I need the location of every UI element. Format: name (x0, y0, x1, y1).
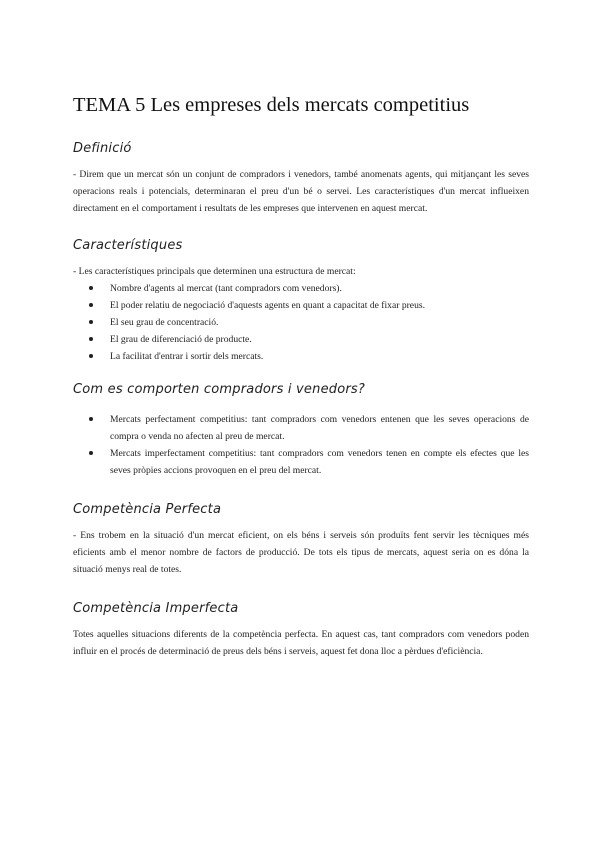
caracteristiques-list (73, 280, 529, 365)
bullet-icon (89, 417, 93, 421)
bullet-icon (89, 286, 93, 290)
section-definicio (73, 140, 529, 217)
list-item-text: Mercats imperfectament competitius: tant compradors com venedors tenen en compte els efectes que les seves pròpies accions provoquen en el preu del mercat. (110, 448, 529, 476)
list-item (89, 411, 529, 445)
section-heading-caracteristiques: Característiques (73, 238, 183, 253)
list-item (89, 280, 529, 297)
comportament-list (73, 411, 529, 479)
list-item-text: Mercats perfectament competitius: tant compradors com venedors entenen que les seves operacions de compra o venda no afecten al preu de mercat. (110, 414, 529, 442)
document-page (73, 92, 529, 678)
list-item-text: El grau de diferenciació de producte. (110, 334, 252, 345)
list-item-text: El poder relatiu de negociació d'aquests agents en quant a capacitat de fixar preus. (110, 300, 425, 311)
list-item-text: El seu grau de concentració. (110, 317, 219, 328)
bullet-icon (89, 354, 93, 358)
bullet-icon (89, 303, 93, 307)
section-competencia-perfecta (73, 501, 529, 578)
list-item-text: Nombre d'agents al mercat (tant compradors com venedors). (110, 283, 342, 294)
section-heading-imperfecta: Competència Imperfecta (73, 601, 239, 616)
list-item (89, 348, 529, 365)
definicio-paragraph: - Direm que un mercat són un conjunt de compradors i venedors, també anomenats agents, qui mitjançant les seves operacions reals i potencials, determinaran el preu d'un bé o servei. Les característiques d'un mercat influeixen directament en el comportament i resultats de les empreses que intervenen en aquest mercat. (73, 169, 529, 214)
perfecta-paragraph: - Ens trobem en la situació d'un mercat eficient, on els béns i serveis són produïts fent servir les tècniques més eficients amb el menor nombre de factors de producció. De tots els tipus de mercats, aquest seria on es dóna la situació menys real de totes. (73, 530, 529, 575)
section-heading-perfecta: Competència Perfecta (73, 502, 222, 517)
list-item (89, 331, 529, 348)
page-title: TEMA 5 Les empreses dels mercats competitius (73, 94, 470, 116)
section-heading-comportament: Com es comporten compradors i venedors? (73, 382, 365, 397)
imperfecta-paragraph: Totes aquelles situacions diferents de la competència perfecta. En aquest cas, tant compradors com venedors poden influir en el procés de determinació de preus dels béns i serveis, aquest fet dona lloc a pèrdues d'eficiència. (73, 629, 529, 657)
bullet-icon (89, 337, 93, 341)
bullet-icon (89, 320, 93, 324)
section-caracteristiques (73, 237, 529, 365)
list-item (89, 314, 529, 331)
section-heading-definicio: Definició (73, 141, 132, 156)
list-item (89, 297, 529, 314)
bullet-icon (89, 451, 93, 455)
list-item-text: La facilitat d'entrar i sortir dels mercats. (110, 351, 264, 362)
caracteristiques-intro: - Les característiques principals que determinen una estructura de mercat: (73, 266, 356, 277)
section-comportament (73, 381, 529, 479)
list-item (89, 445, 529, 479)
section-competencia-imperfecta (73, 600, 529, 660)
